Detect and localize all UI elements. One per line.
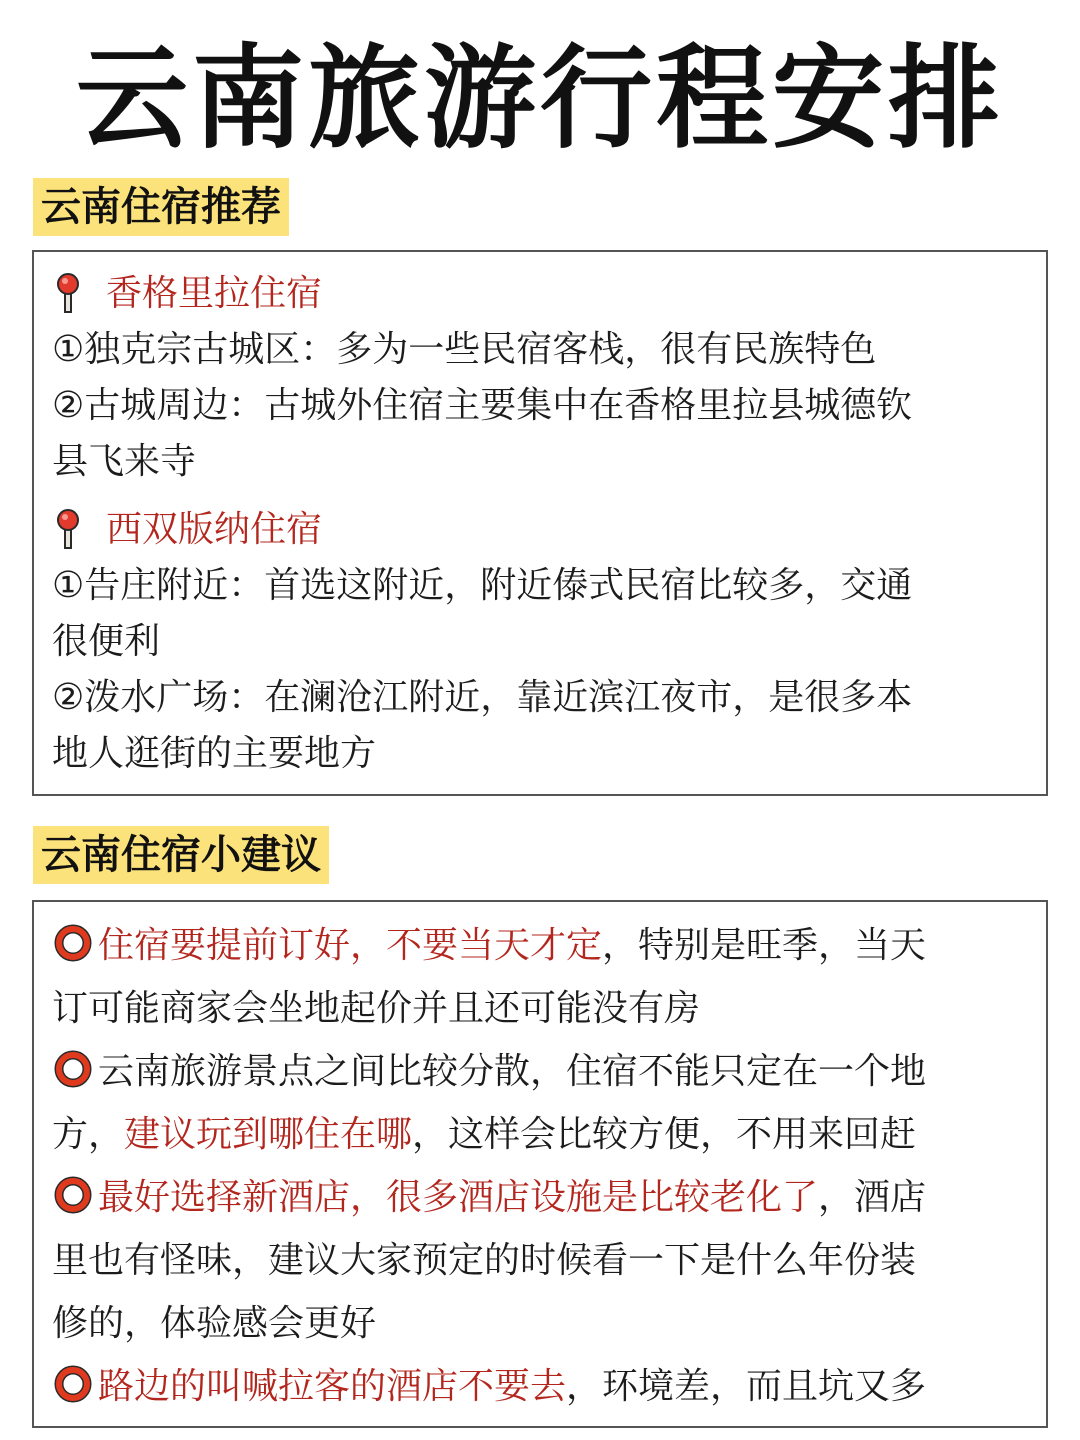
tip-2-highlight: 建议玩到哪住在哪 (124, 1114, 413, 1155)
page-title: 云南旅游行程安排 (76, 34, 1004, 164)
tip-2-text: 云南旅游景点之间比较分散，住宿不能只定在一个地 (98, 1051, 927, 1092)
tip-3-text: ，酒店 (818, 1177, 927, 1218)
hollow-red-circle-icon (54, 1050, 92, 1088)
tip-3-line-3: 修的，体验感会更好 (52, 1303, 377, 1344)
xishuangbanna-heading (52, 502, 1028, 558)
tip-3-line-1 (52, 1166, 1028, 1229)
shangri-la-item-2: ②古城周边：古城外住宿主要集中在香格里拉县城德钦 (52, 385, 913, 426)
shangri-la-item-2-cont: 县飞来寺 (52, 441, 197, 482)
tip-2-pre: 方， (52, 1114, 125, 1155)
xishuangbanna-item-2-cont: 地人逛街的主要地方 (52, 733, 377, 774)
shangri-la-item-1: ①独克宗古城区：多为一些民宿客栈，很有民族特色 (52, 329, 877, 370)
tip-4-line-1 (52, 1355, 1028, 1418)
hollow-red-circle-icon (54, 1365, 92, 1403)
xishuangbanna-item-1: ①告庄附近：首选这附近，附近傣式民宿比较多，交通 (52, 565, 913, 606)
section-heading-tips: 云南住宿小建议 (33, 826, 329, 884)
pushpin-icon (54, 272, 82, 316)
shangri-la-title: 香格里拉住宿 (106, 273, 323, 314)
tip-4-text: ，环境差，而且坑又多 (566, 1366, 927, 1407)
section-heading-accommodation: 云南住宿推荐 (33, 178, 289, 236)
hollow-red-circle-icon (54, 924, 92, 962)
xishuangbanna-title: 西双版纳住宿 (106, 509, 323, 550)
tip-3-line-2: 里也有怪味，建议大家预定的时候看一下是什么年份装 (52, 1240, 917, 1281)
tip-1-text: ，特别是旺季，当天 (602, 925, 927, 966)
xishuangbanna-item-1-cont: 很便利 (52, 621, 161, 662)
hollow-red-circle-icon (54, 1176, 92, 1214)
tip-2-line-2 (52, 1103, 1028, 1166)
accommodation-card (32, 250, 1048, 796)
tip-3-highlight: 最好选择新酒店，很多酒店设施是比较老化了 (98, 1177, 819, 1218)
xishuangbanna-item-2: ②泼水广场：在澜沧江附近，靠近滨江夜市，是很多本 (52, 677, 913, 718)
tip-2-post: ，这样会比较方便，不用来回赶 (412, 1114, 917, 1155)
tip-4-highlight: 路边的叫喊拉客的酒店不要去 (98, 1366, 567, 1407)
tip-2-line-1 (52, 1040, 1028, 1103)
tip-1-line-1 (52, 914, 1028, 977)
pushpin-icon (54, 508, 82, 552)
tip-1-highlight: 住宿要提前订好，不要当天才定 (98, 925, 603, 966)
shangri-la-heading (52, 266, 1028, 322)
tips-card (32, 900, 1048, 1428)
tip-1-line-2: 订可能商家会坐地起价并且还可能没有房 (52, 988, 701, 1029)
